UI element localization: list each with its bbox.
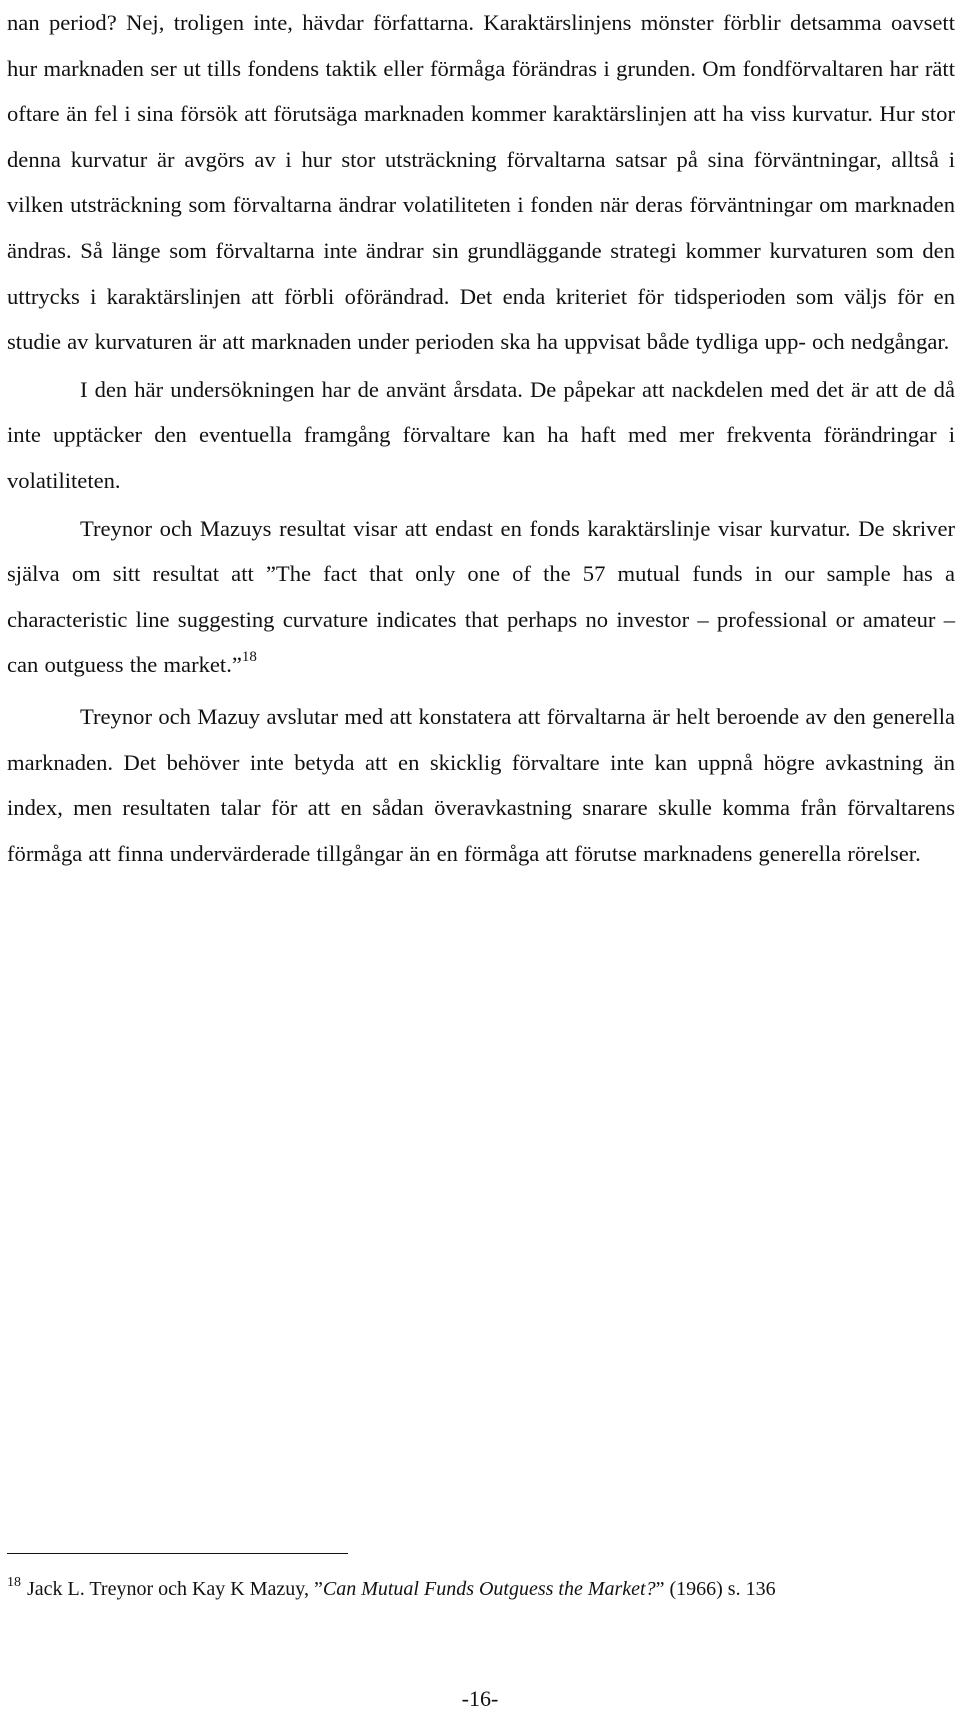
body-paragraph-4: Treynor och Mazuy avslutar med att konstatera att förvaltarna är helt beroende av den generella marknaden. Det behöver inte betyda att en skicklig förvaltare inte kan uppnå högre avkastning än index, men resultaten talar för att en sådan överavkastning snarare skulle komma från förvaltarens förmåga att finna undervärderade tillgångar än en förmåga att förutse marknadens generella rörelser. (7, 703, 955, 866)
footnote (7, 1574, 955, 1604)
footnote-separator (7, 1553, 348, 1554)
quote-text: Treynor och Mazuys resultat visar att endast en fonds karaktärslinje visar kurvatur. De skriver själva om sitt resultat att ”The fact that only one of the 57 mutual funds in our sample has a characteristic line suggesting curvature indicates that perhaps no investor – professional or amateur – can outguess the market.” (7, 515, 955, 678)
document-page (7, 0, 955, 876)
body-paragraph-2: I den här undersökningen har de använt årsdata. De påpekar att nackdelen med det är att de då inte upptäcker den eventuella framgång förvaltare kan ha haft med mer frekventa förändringar i volatiliteten. (7, 376, 955, 493)
body-paragraph-1: nan period? Nej, troligen inte, hävdar författarna. Karaktärslinjens mönster förblir detsamma oavsett hur marknaden ser ut tills fondens taktik eller förmåga förändras i grunden. Om fondförvaltaren har rätt oftare än fel i sina försök att förutsäga marknaden kommer karaktärslinjen att ha viss kurvatur. Hur stor denna kurvatur är avgörs av i hur stor utsträckning förvaltarna satsar på sina förväntningar, alltså i vilken utsträckning som förvaltarna ändrar volatiliteten i fonden när deras förväntningar om marknaden ändras. Så länge som förvaltarna inte ändrar sin grundläggande strategi kommer kurvaturen som den uttrycks i karaktärslinjen att förbli oförändrad. Det enda kriteriet för tidsperioden som väljs för en studie av kurvaturen är att marknaden under perioden ska ha uppvisat både tydliga upp- och nedgångar. (7, 10, 955, 355)
footnote-citation-tail: ” (1966) s. 136 (655, 1578, 776, 1600)
footnote-reference[interactable]: 18 (241, 649, 257, 666)
footnote-title: Can Mutual Funds Outguess the Market? (322, 1578, 656, 1600)
body-paragraph-3 (7, 506, 955, 688)
footnote-author-text: Jack L. Treynor och Kay K Mazuy, ” (27, 1578, 323, 1600)
page-number: -16- (461, 1686, 499, 1711)
footnote-number: 18 (7, 1575, 21, 1590)
